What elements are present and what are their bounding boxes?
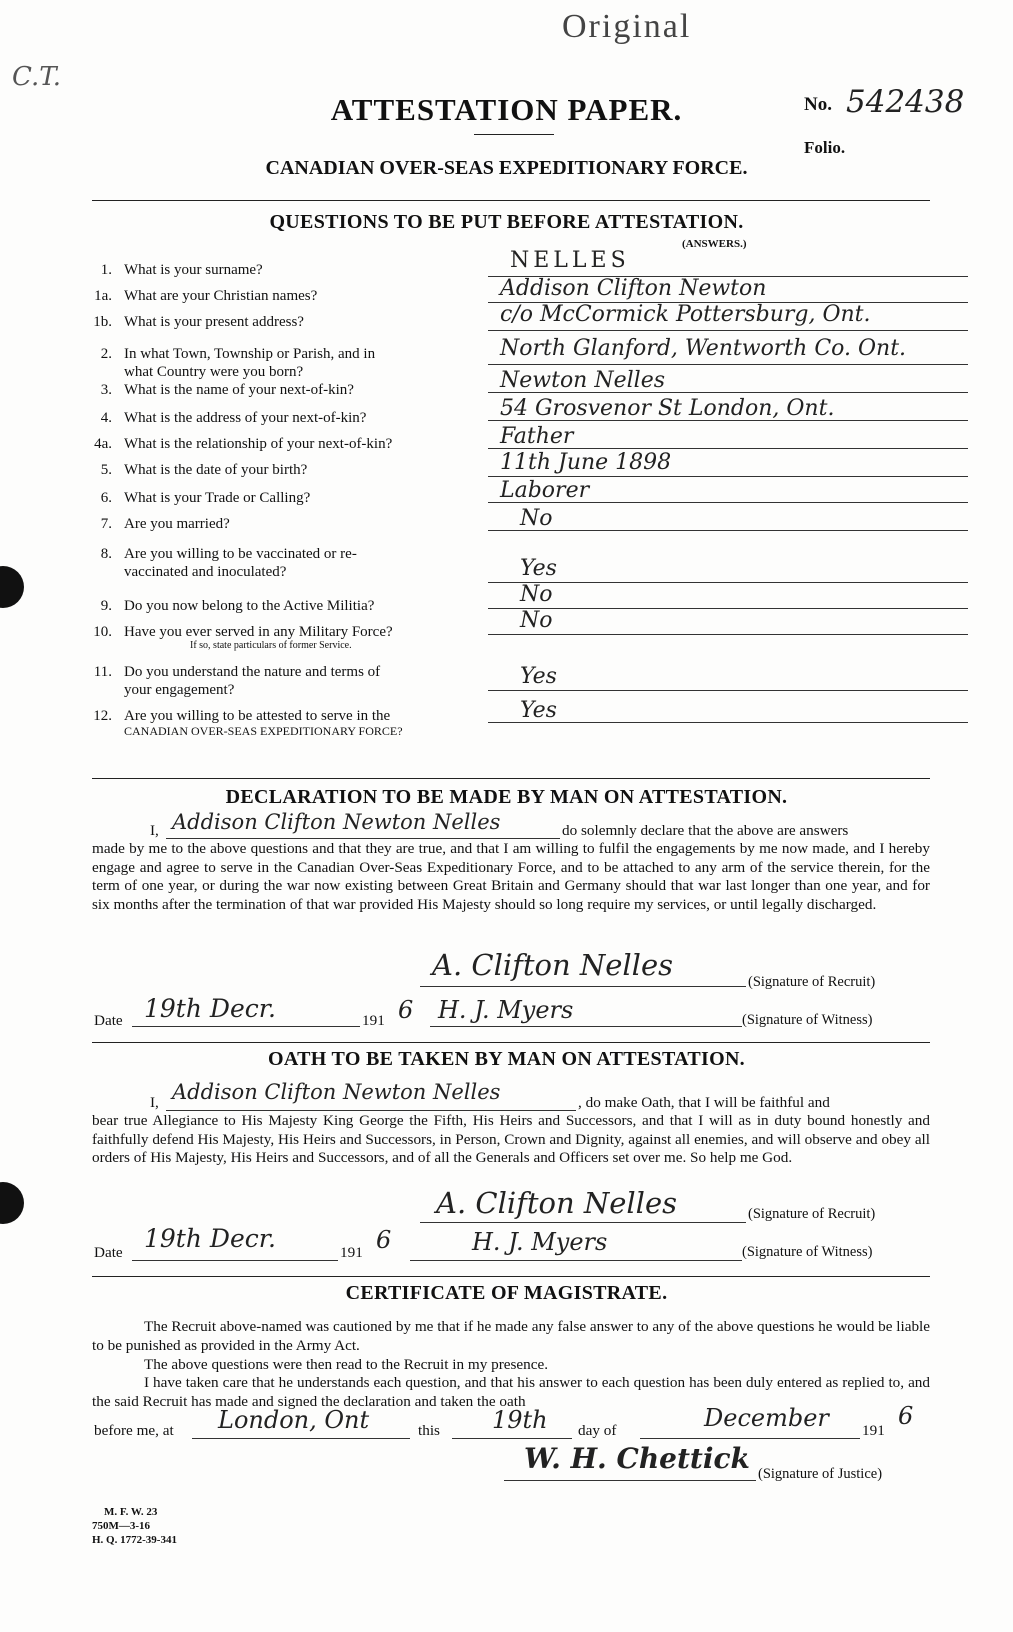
- question-answer: North Glanford, Wentworth Co. Ont.: [500, 336, 907, 361]
- answer-line: [488, 330, 968, 331]
- answer-line: [488, 690, 968, 691]
- document-title: ATTESTATION PAPER.: [330, 92, 683, 127]
- declaration-witness-label: (Signature of Witness): [742, 1012, 873, 1028]
- this-label: this: [418, 1422, 440, 1439]
- regimental-number: 542438: [846, 84, 965, 120]
- question-text: What is your Trade or Calling?: [124, 490, 311, 506]
- question-text-continued: your engagement?: [124, 682, 235, 698]
- oath-witness-signature: H. J. Myers: [472, 1228, 608, 1256]
- question-number: 7.: [100, 516, 112, 532]
- corner-scribble: C.T.: [12, 62, 62, 92]
- justice-label: (Signature of Justice): [758, 1466, 883, 1482]
- question-number: 4a.: [94, 436, 112, 452]
- declaration-recruit-label: (Signature of Recruit): [748, 974, 876, 990]
- before-me-label: before me, at: [94, 1422, 174, 1439]
- question-number: 8.: [100, 546, 112, 562]
- answer-line: [488, 608, 968, 609]
- declaration-year-prefix: 191: [362, 1012, 385, 1029]
- oath-text-first: , do make Oath, that I will be faithful and: [578, 1094, 830, 1111]
- question-number: 6.: [100, 490, 112, 506]
- answer-line: [488, 722, 968, 723]
- question-text: Are you willing to be attested to serve in the: [124, 708, 391, 724]
- justice-line: [504, 1480, 756, 1481]
- question-number: 1.: [100, 262, 112, 278]
- declaration-date: 19th Decr.: [144, 994, 276, 1023]
- question-answer: Yes: [520, 556, 557, 581]
- questions-title: QUESTIONS TO BE PUT BEFORE ATTESTATION.: [269, 211, 744, 233]
- magistrate-day: 19th: [492, 1406, 548, 1434]
- magistrate-month-line: [640, 1438, 860, 1439]
- declaration-name-line: [166, 838, 560, 839]
- question-number: 4.: [100, 410, 112, 426]
- answer-line: [488, 420, 968, 421]
- oath-date-line: [132, 1260, 338, 1261]
- question-answer: Yes: [520, 664, 557, 689]
- declaration-date-line: [132, 1026, 360, 1027]
- magistrate-year-suffix: 6: [898, 1402, 914, 1430]
- question-text: What is the relationship of your next-of-kin?: [124, 436, 393, 452]
- question-answer: Yes: [520, 698, 557, 723]
- question-answer: c/o McCormick Pottersburg, Ont.: [500, 302, 871, 327]
- questions-rule: [92, 778, 930, 779]
- title-underline: [474, 134, 554, 135]
- declaration-recruit-line: [420, 986, 746, 987]
- declaration-i: I,: [150, 822, 159, 839]
- question-number: 3.: [100, 382, 112, 398]
- question-answer: No: [520, 608, 553, 633]
- question-text-continued: CANADIAN OVER-SEAS EXPEDITIONARY FORCE?: [124, 724, 403, 738]
- question-text: What is your surname?: [124, 262, 263, 278]
- punch-hole-bottom: [0, 1182, 24, 1224]
- declaration-rule: [92, 1042, 930, 1043]
- answer-line: [488, 476, 968, 477]
- magistrate-place-line: [192, 1438, 410, 1439]
- declaration-recruit-signature: A. Clifton Nelles: [432, 948, 673, 982]
- declaration-title: DECLARATION TO BE MADE BY MAN ON ATTESTATION.: [225, 786, 788, 808]
- answer-line: [488, 530, 968, 531]
- magistrate-para-3: I have taken care that he understands each question, and that his answer to each question has been duly entered as replied to, and the said Recruit has made and signed the declaration and taken the oath: [92, 1374, 930, 1410]
- question-text-continued: If so, state particulars of former Service.: [190, 640, 352, 651]
- question-answer: Father: [500, 424, 574, 449]
- oath-year-prefix: 191: [340, 1244, 363, 1261]
- magistrate-para-2: The above questions were then read to the Recruit in my presence.: [144, 1356, 549, 1373]
- question-number: 5.: [100, 462, 112, 478]
- oath-recruit-label: (Signature of Recruit): [748, 1206, 876, 1222]
- oath-witness-label: (Signature of Witness): [742, 1244, 873, 1260]
- folio-label: Folio.: [804, 138, 846, 157]
- oath-date: 19th Decr.: [144, 1224, 276, 1253]
- oath-name-line: [166, 1110, 576, 1111]
- header-rule: [92, 200, 930, 201]
- magistrate-place: London, Ont: [218, 1406, 370, 1434]
- question-number: 12.: [93, 708, 112, 724]
- question-text: Are you willing to be vaccinated or re-: [124, 546, 357, 562]
- answer-line: [488, 392, 968, 393]
- form-code: M. F. W. 23: [104, 1506, 158, 1518]
- question-answer: No: [520, 582, 553, 607]
- question-text: Do you now belong to the Active Militia?: [124, 598, 375, 614]
- question-text: What is your present address?: [124, 314, 304, 330]
- magistrate-month: December: [704, 1404, 829, 1432]
- declaration-year-suffix: 6: [398, 996, 414, 1024]
- print-run: 750M—3-16: [92, 1520, 151, 1532]
- oath-rule: [92, 1276, 930, 1277]
- magistrate-title: CERTIFICATE OF MAGISTRATE.: [345, 1282, 668, 1304]
- oath-witness-line: [410, 1260, 742, 1261]
- declaration-witness-line: [430, 1026, 742, 1027]
- oath-date-label: Date: [94, 1244, 123, 1261]
- answer-line: [488, 634, 968, 635]
- punch-hole-top: [0, 566, 24, 608]
- question-text: Do you understand the nature and terms of: [124, 664, 381, 680]
- answers-label: (ANSWERS.): [682, 238, 747, 250]
- justice-signature: W. H. Chettick: [524, 1442, 750, 1475]
- oath-recruit-line: [420, 1222, 746, 1223]
- day-of-label: day of: [578, 1422, 617, 1439]
- magistrate-para-1: The Recruit above-named was cautioned by me that if he made any false answer to any of the above questions he would be liable to be punished as provided in the Army Act.: [92, 1318, 930, 1354]
- oath-name: Addison Clifton Newton Nelles: [172, 1080, 501, 1104]
- answer-line: [488, 502, 968, 503]
- question-text: What is the name of your next-of-kin?: [124, 382, 354, 398]
- question-answer: 54 Grosvenor St London, Ont.: [500, 396, 835, 421]
- question-number: 1a.: [94, 288, 112, 304]
- question-text: What is the address of your next-of-kin?: [124, 410, 367, 426]
- original-stamp: Original: [562, 8, 692, 45]
- oath-title: OATH TO BE TAKEN BY MAN ON ATTESTATION.: [268, 1048, 745, 1070]
- oath-i: I,: [150, 1094, 159, 1111]
- declaration-date-label: Date: [94, 1012, 123, 1029]
- question-text: Have you ever served in any Military Force?: [124, 624, 393, 640]
- magistrate-day-line: [452, 1438, 572, 1439]
- hq-code: H. Q. 1772-39-341: [92, 1534, 177, 1546]
- question-answer: Addison Clifton Newton: [500, 276, 767, 301]
- oath-text: bear true Allegiance to His Majesty King George the Fifth, His Heirs and Successors, and that I will as in duty bound honestly and faithfully defend His Majesty, His Heirs and Successors, in Person, Crown and Dignity, against all enemies, and will observe and obey all orders of His Majesty, His Heirs and Successors, and of all the Generals and Officers set over me. So help me God.: [92, 1112, 930, 1166]
- declaration-name: Addison Clifton Newton Nelles: [172, 810, 501, 834]
- question-answer: No: [520, 506, 553, 531]
- question-answer: Newton Nelles: [500, 368, 665, 393]
- answer-line: [488, 448, 968, 449]
- question-text-continued: vaccinated and inoculated?: [124, 564, 287, 580]
- question-number: 11.: [93, 664, 112, 680]
- question-number: 1b.: [93, 314, 112, 330]
- answer-line: [488, 582, 968, 583]
- question-text: What is the date of your birth?: [124, 462, 308, 478]
- question-number: 2.: [100, 346, 112, 362]
- declaration-witness-signature: H. J. Myers: [438, 996, 574, 1024]
- question-text: What are your Christian names?: [124, 288, 318, 304]
- question-number: 10.: [93, 624, 112, 640]
- answer-line: [488, 364, 968, 365]
- question-answer: NELLES: [510, 248, 630, 273]
- oath-recruit-signature: A. Clifton Nelles: [436, 1186, 677, 1220]
- question-answer: 11th June 1898: [500, 450, 672, 475]
- question-text: Are you married?: [124, 516, 230, 532]
- declaration-text: made by me to the above questions and that they are true, and that I am willing to fulfil the engagements by me now made, and I hereby engage and agree to serve in the Canadian Over-Seas Expeditionary Force, and to be attached to any arm of the service therein, for the term of one year, or during the war now existing between Great Britain and Germany should that war last longer than one year, and for six months after the termination of that war provided His Majesty should so long require my services, or until legally discharged.: [92, 840, 930, 913]
- magistrate-year-prefix: 191: [862, 1422, 885, 1439]
- question-answer: Laborer: [500, 478, 590, 503]
- number-label: No.: [804, 94, 832, 115]
- question-number: 9.: [100, 598, 112, 614]
- question-text-continued: what Country were you born?: [124, 364, 304, 380]
- oath-year-suffix: 6: [376, 1226, 392, 1254]
- declaration-text-first: do solemnly declare that the above are answers: [562, 822, 849, 839]
- force-name: CANADIAN OVER-SEAS EXPEDITIONARY FORCE.: [265, 157, 748, 179]
- question-text: In what Town, Township or Parish, and in: [124, 346, 376, 362]
